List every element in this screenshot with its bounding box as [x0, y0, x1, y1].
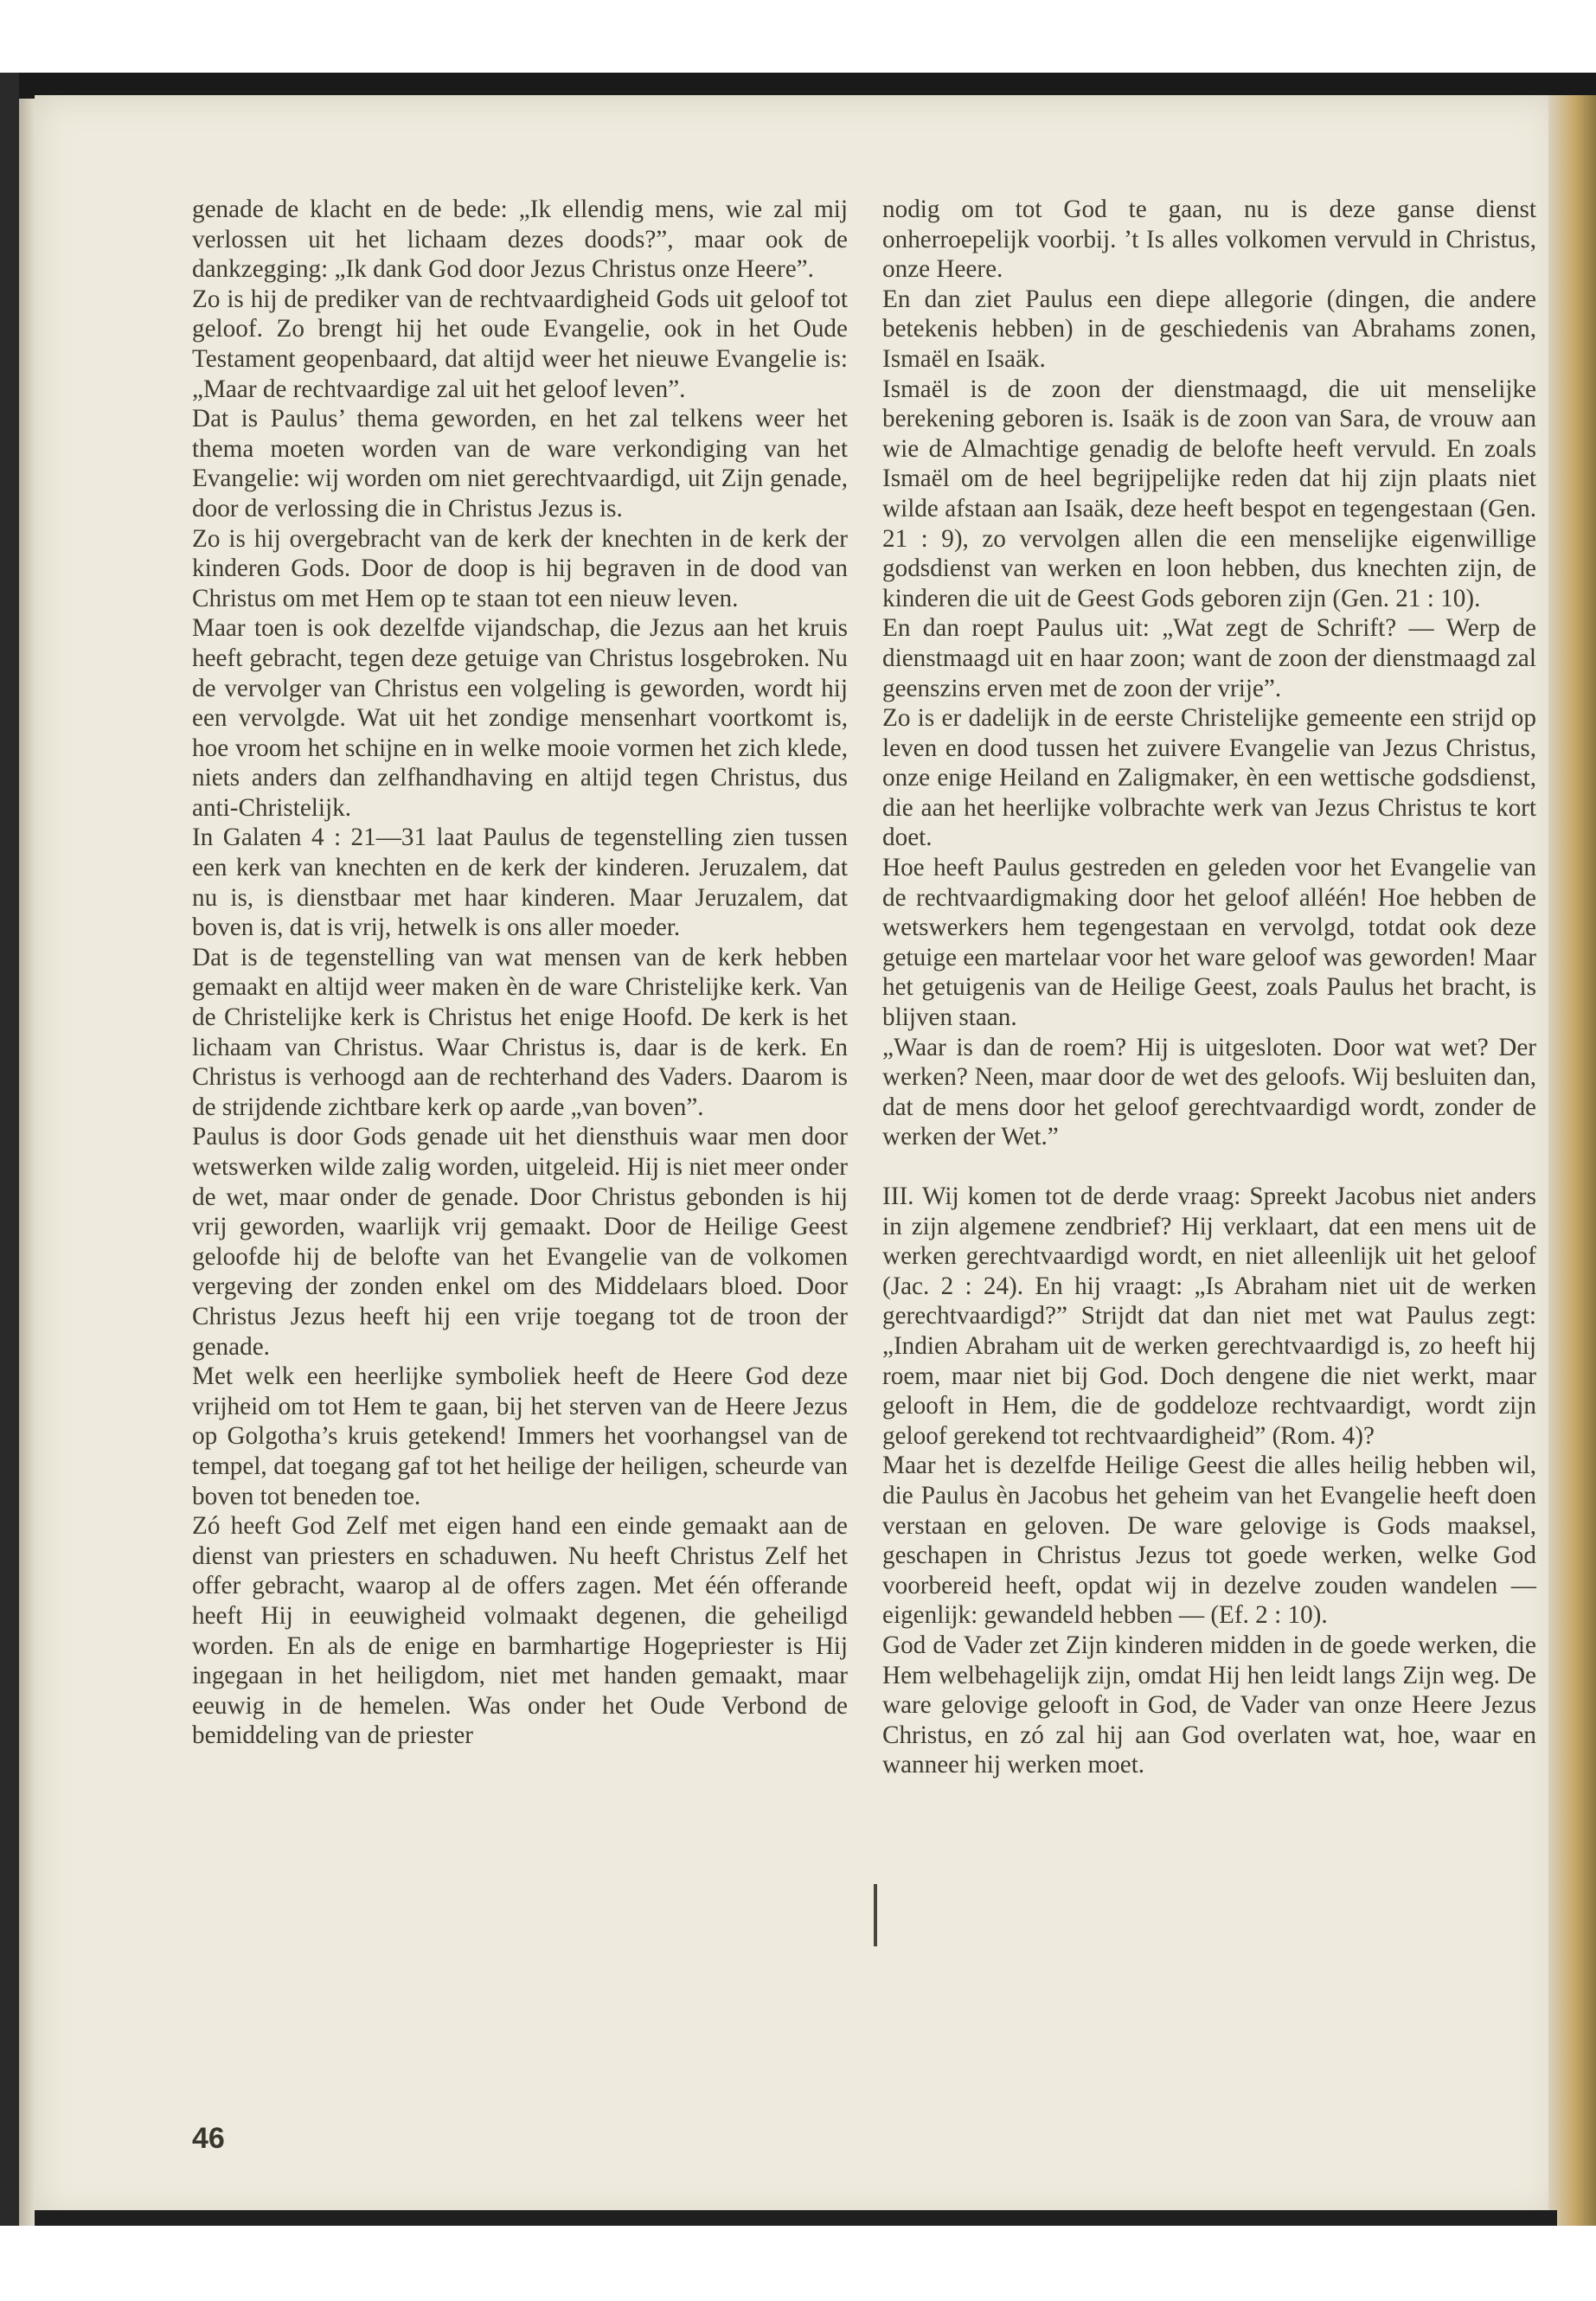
scan-left-border	[0, 73, 19, 2301]
paragraph: „Waar is dan de roem? Hij is uitgesloten. Door wat wet? Der werken? Neen, maar door de wet des geloofs. Wij besluiten dan, dat de mens door het geloof gerechtvaardigd wordt, zonder de werken der Wet.”	[882, 1033, 1536, 1151]
paragraph: Maar het is dezelfde Heilige Geest die alles heilig hebben wil, die Paulus èn Jacobus het geheim van het Evangelie heeft doen verstaan en geloven. De ware gelovige is Gods maaksel, geschapen in Christus Jezus tot goede werken, welke God voorbereid heeft, opdat wij in dezelve zouden wandelen — eigenlijk: gewandeld hebben — (Ef. 2 : 10).	[882, 1452, 1536, 1630]
scan-bottom-border	[35, 2210, 1557, 2226]
section-paragraph: III. Wij komen tot de derde vraag: Spreekt Jacobus niet anders in zijn algemene zendbrief? Hij verklaart, dat een mens uit de werken gerechtvaardigd wordt, en niet alleenlijk uit het geloof (Jac. 2 : 24). En hij vraagt: „Is Abraham niet uit de werken gerechtvaardigd?” Strijdt dat dan niet met wat Paulus zegt: „Indien Abraham uit de werken gerechtvaardigd is, zo heeft hij roem, maar niet bij God. Doch dengene die niet werkt, maar gelooft in Hem, die de goddeloze rechtvaardigt, wordt zijn geloof gerekend tot rechtvaardigheid” (Rom. 4)?	[882, 1183, 1536, 1450]
paragraph: Met welk een heerlijke symboliek heeft de Heere God deze vrijheid om tot Hem te gaan, bij het sterven van de Heere Jezus op Golgotha’s kruis getekend! Immers het voorhangsel van de tempel, dat toegang gaf tot het heilige der heiligen, scheurde van boven tot beneden toe.	[192, 1362, 848, 1510]
paragraph: God de Vader zet Zijn kinderen midden in de goede werken, die Hem welbehagelijk zijn, omdat Hij hen leidt langs Zijn weg. De ware gelovige gelooft in God, de Vader van onze Heere Jezus Christus, en zó zal hij aan God overlaten wat, hoe, waar en wanneer hij werken moet.	[882, 1631, 1536, 1779]
paragraph: Paulus is door Gods genade uit het diensthuis waar men door wetswerken wilde zalig worden, uitgeleid. Hij is niet meer onder de wet, maar onder de genade. Door Christus gebonden is hij vrij geworden, waarlijk vrij gemaakt. Door de Heilige Geest geloofde hij de belofte van het Evangelie van de volkomen vergeving der zonden enkel om des Middelaars bloed. Door Christus Jezus heeft hij een vrije toegang tot de troon der genade.	[192, 1123, 848, 1361]
paragraph: Zó heeft God Zelf met eigen hand een einde gemaakt aan de dienst van priesters en schaduwen. Nu heeft Christus Zelf het offer gebracht, waarop al de offers zagen. Met één offerande heeft Hij in eeuwigheid volmaakt degenen, die geheiligd worden. En als de enige en barmhartige Hogepriester is Hij ingegaan in het heiligdom, niet met handen gemaakt, maar eeuwig in de hemelen. Was onder het Oude Verbond de bemiddeling van de priester	[192, 1512, 848, 1750]
paragraph: Zo is hij de prediker van de rechtvaardigheid Gods uit geloof tot geloof. Zo brengt hij het oude Evangelie, ook in het Oude Testament geopenbaard, dat altijd weer het nieuwe Evangelie is: „Maar de rechtvaardige zal uit het geloof leven”.	[192, 285, 848, 403]
paragraph: nodig om tot God te gaan, nu is deze ganse dienst onherroepelijk voorbij. ’t Is alles volkomen vervuld in Christus, onze Heere.	[882, 195, 1536, 284]
paragraph: En dan roept Paulus uit: „Wat zegt de Schrift? — Werp de dienstmaagd uit en haar zoon; want de zoon der dienstmaagd zal geenszins erven met de zoon der vrije”.	[882, 614, 1536, 702]
paragraph: Hoe heeft Paulus gestreden en geleden voor het Evangelie van de rechtvaardigmaking door het geloof alléén! Hoe hebben de wetswerkers hem tegengestaan en vervolgd, totdat ook deze getuige een martelaar voor het ware geloof was geworden! Maar het getuigenis van de Heilige Geest, zoals Paulus het bracht, is blijven staan.	[882, 854, 1536, 1032]
paragraph: Dat is de tegenstelling van wat mensen van de kerk hebben gemaakt en altijd weer maken èn de ware Christelijke kerk. Van de Christelijke kerk is Christus het enige Hoofd. De kerk is het lichaam van Christus. Waar Christus is, daar is de kerk. En Christus is verhoogd aan de rechterhand des Vaders. Daarom is de strijdende zichtbare kerk op aarde „van boven”.	[192, 943, 848, 1121]
paragraph: Ismaël is de zoon der dienstmaagd, die uit menselijke berekening geboren is. Isaäk is de zoon van Sara, de vrouw aan wie de Almachtige genadig de belofte heeft vervuld. En zoals Ismaël om de heel begrijpelijke reden dat hij zijn plaats niet wilde afstaan aan Isaäk, deze heeft bespot en tegengestaan (Gen. 21 : 9), zo vervolgen allen die een menselijke eigenwillige godsdienst van werken en loon hebben, dus knechten zijn, de kinderen die uit de Geest Gods geboren zijn (Gen. 21 : 10).	[882, 375, 1536, 612]
margin-mark	[874, 1884, 877, 1946]
paragraph: In Galaten 4 : 21—31 laat Paulus de tegenstelling zien tussen een kerk van knechten en de kerk der kinderen. Jeruzalem, dat nu is, is dienstbaar met haar kinderen. Maar Jeruzalem, dat boven is, dat is vrij, hetwelk is ons aller moeder.	[192, 824, 848, 942]
paragraph: Maar toen is ook dezelfde vijandschap, die Jezus aan het kruis heeft gebracht, tegen deze getuige van Christus losgebroken. Nu de vervolger van Christus een volgeling is geworden, wordt hij een vervolgde. Wat uit het zondige mensenhart voortkomt is, hoe vroom het schijne en in welke mooie vormen het zich klede, niets anders dan zelfhandhaving en altijd tegen Christus, dus anti-Christelijk.	[192, 614, 848, 822]
page-left-edge	[19, 99, 35, 2261]
page-number: 46	[192, 2122, 225, 2155]
left-text-column	[192, 195, 848, 1751]
paragraph: Zo is er dadelijk in de eerste Christelijke gemeente een strijd op leven en dood tussen het zuivere Evangelie van Jezus Christus, onze enige Heiland en Zaligmaker, èn een wettische godsdienst, die aan het heerlijke volbrachte werk van Jezus Christus te kort doet.	[882, 704, 1536, 852]
paragraph: genade de klacht en de bede: „Ik ellendig mens, wie zal mij verlossen uit het lichaam dezes doods?”, maar ook de dankzegging: „Ik dank God door Jezus Christus onze Heere”.	[192, 195, 848, 284]
paragraph: En dan ziet Paulus een diepe allegorie (dingen, die andere betekenis hebben) in de geschiedenis van Abrahams zonen, Ismaël en Isaäk.	[882, 285, 1536, 373]
scan-bottom-margin	[0, 2226, 1596, 2301]
right-text-column	[882, 195, 1536, 1780]
paragraph: Dat is Paulus’ thema geworden, en het zal telkens weer het thema moeten worden van de ware verkondiging van het Evangelie: wij worden om niet gerechtvaardigd, uit Zijn genade, door de verlossing die in Christus Jezus is.	[192, 405, 848, 522]
paragraph: Zo is hij overgebracht van de kerk der knechten in de kerk der kinderen Gods. Door de doop is hij begraven in de dood van Christus om met Hem op te staan tot een nieuw leven.	[192, 524, 848, 612]
book-spine-edge	[1548, 95, 1596, 2301]
